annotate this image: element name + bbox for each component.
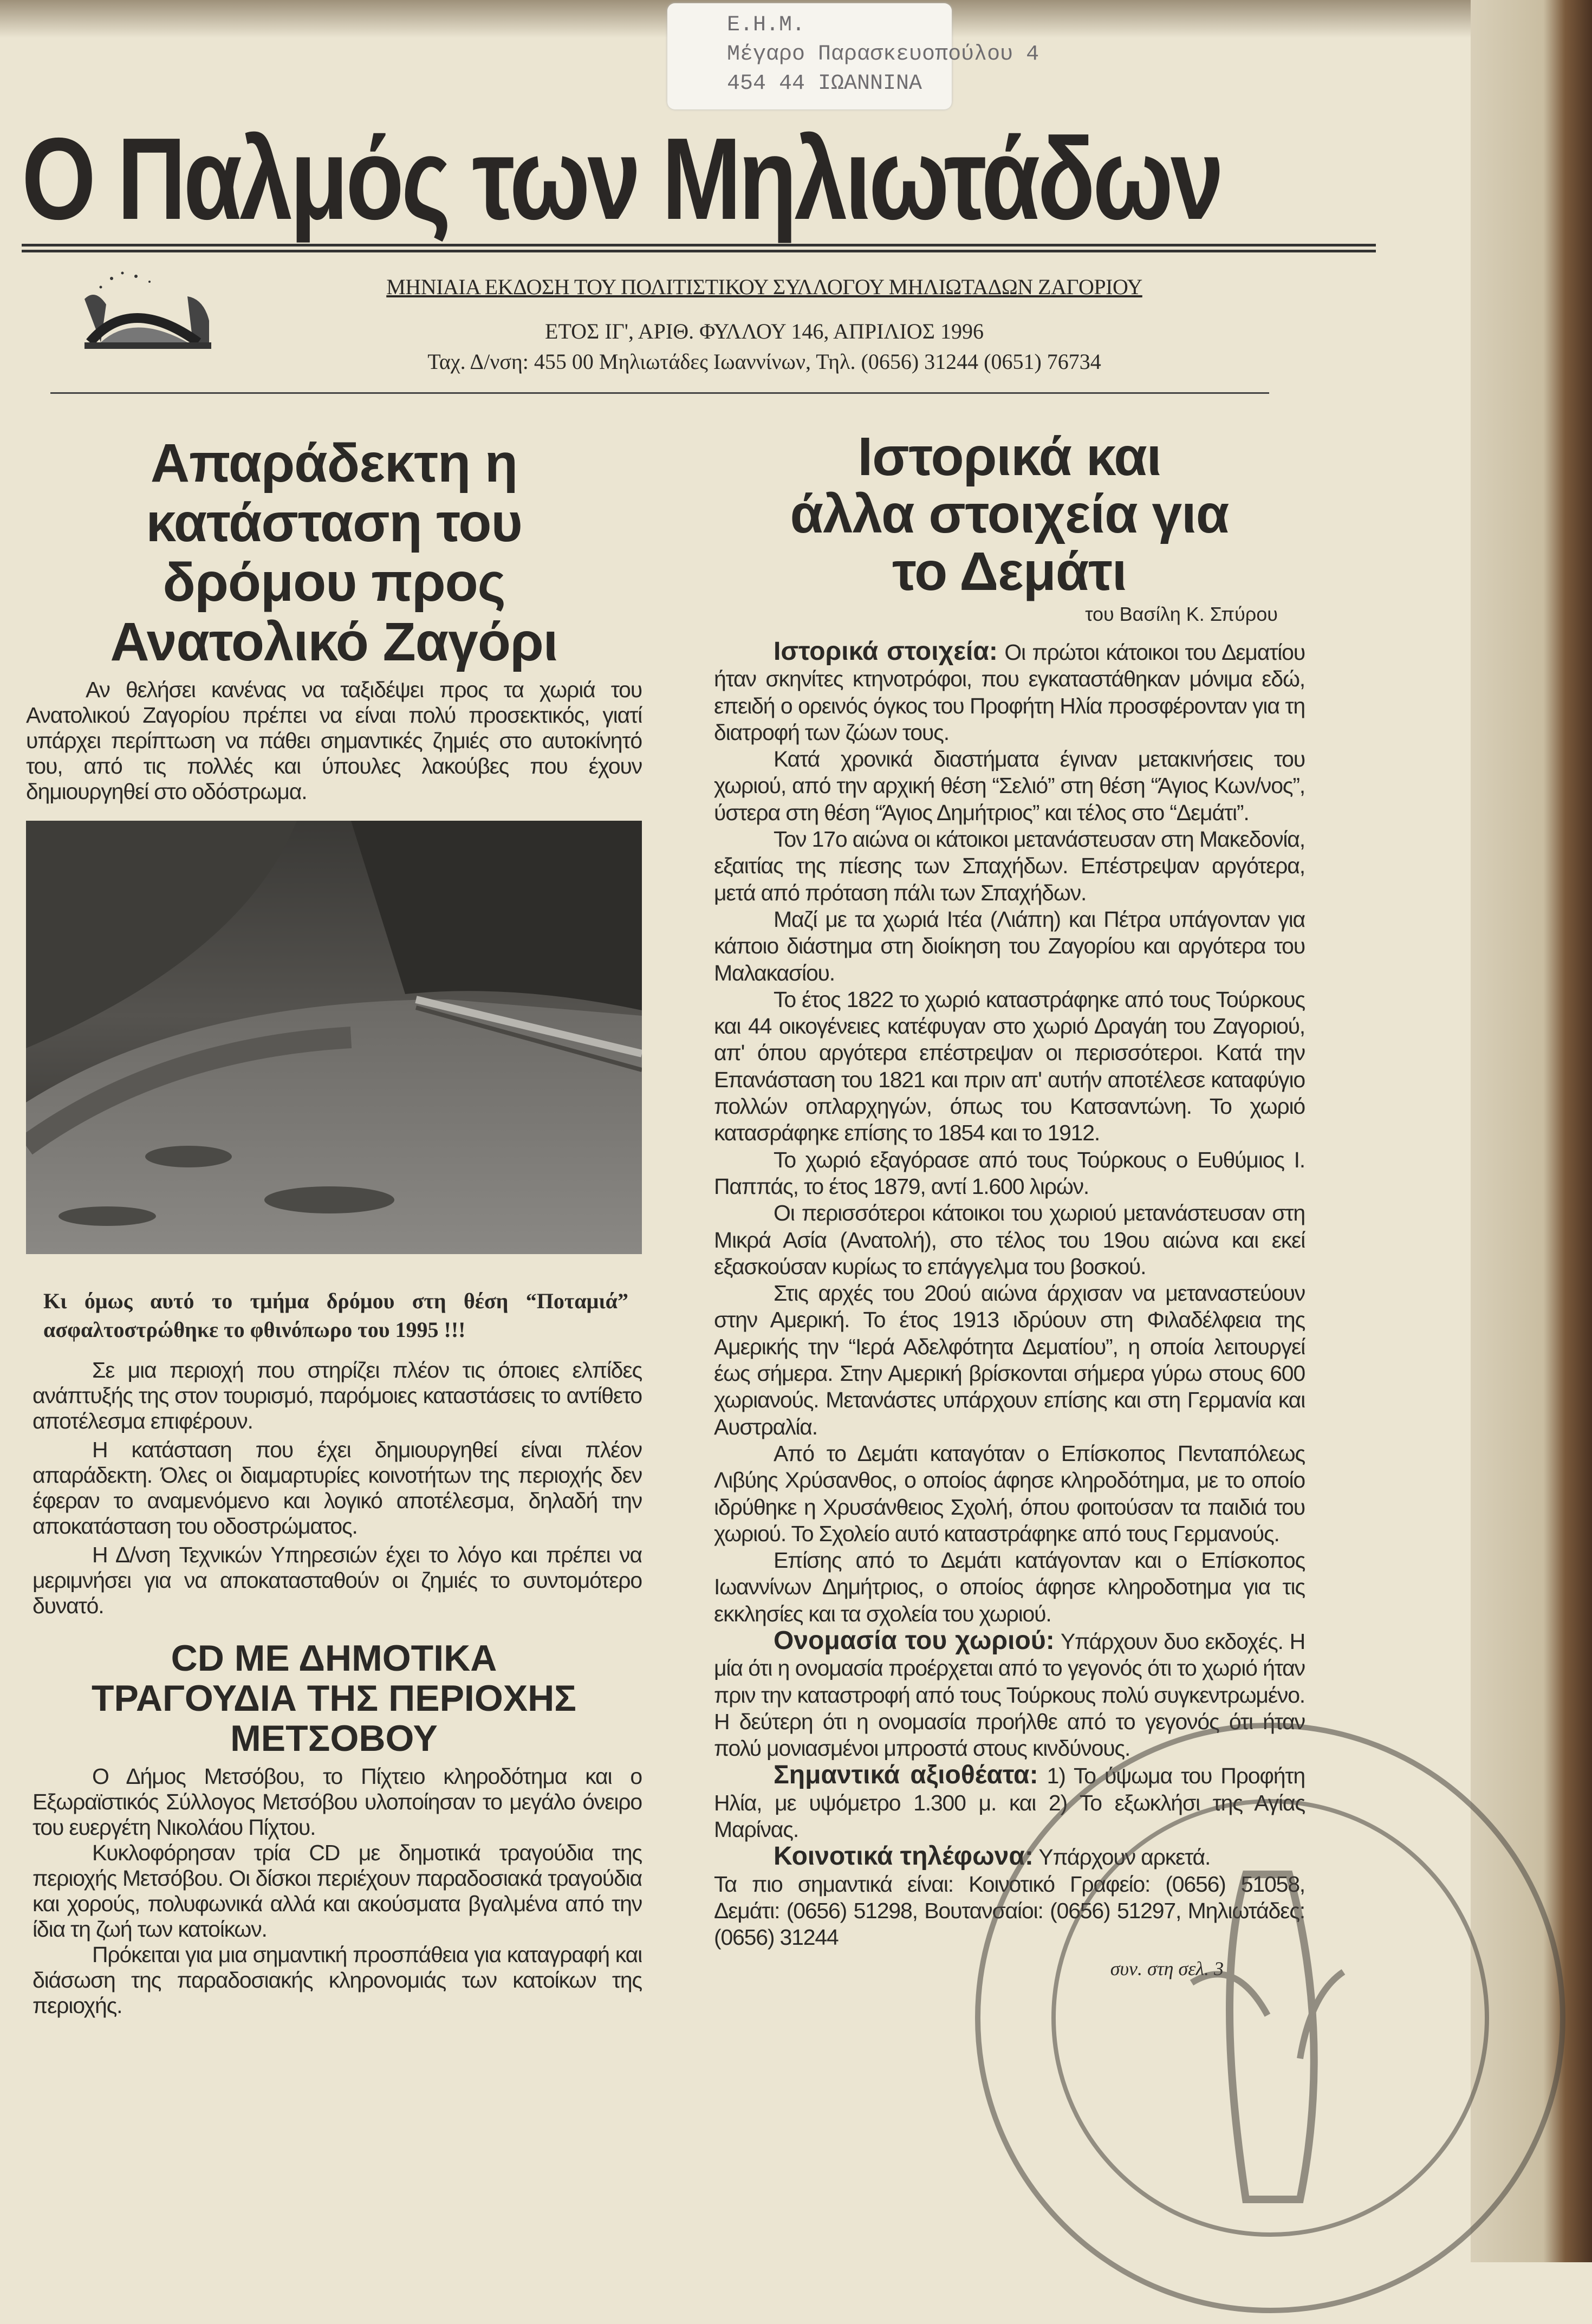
paragraph	[714, 1843, 1305, 1871]
road-article-intro	[26, 677, 642, 804]
label-line-3: 454 44 ΙΩΑΝΝΙΝΑ	[727, 72, 922, 96]
paragraph	[714, 1147, 1305, 1200]
headline-line: το Δεμάτι	[892, 541, 1127, 602]
section-lead: Κοινοτικά τηλέφωνα:	[774, 1842, 1034, 1871]
paragraph	[714, 1762, 1305, 1843]
cd-article-headline	[26, 1638, 642, 1758]
headline-line: ΤΡΑΓΟΥΔΙΑ ΤΗΣ ΠΕΡΙΟΧΗΣ	[92, 1678, 576, 1719]
paragraph: Η Δ/νση Τεχνικών Υπηρεσιών έχει το λόγο και πρέπει να μεριμνήσει για να αποκατασταθούν οι ζημιές το συντομότερο δυνατό.	[33, 1542, 642, 1618]
left-column	[26, 433, 642, 2018]
paragraph: Αν θελήσει κανένας να ταξιδέψει προς τα χωριά του Ανατολικού Ζαγορίου πρέπει να είναι πολύ προσεκτικός, γιατί υπάρχει περίπτωση να πάθει σημαντικές ζημιές στο αυτοκίνητό του, από τις πολλές και ύπουλες λακούβες που έχουν δημιουργηθεί στο οδόστρωμα.	[26, 677, 642, 804]
mailing-label	[667, 3, 1039, 109]
headline-line: Ιστορικά και	[857, 426, 1161, 487]
paragraph	[714, 826, 1305, 906]
paragraph	[714, 746, 1305, 826]
paragraph-text: Τον 17ο αιώνα οι κάτοικοι μετανάστευσαν στη Μακεδονία, εξαιτίας της πίεσης των Σπαχήδων. Επέστρεψαν αργότερα, μετά από πρόταση πάλι των Σπαχήδων.	[714, 827, 1305, 905]
paragraph-text: Οι πρώτοι κάτοικοι του Δεματίου ήταν σκηνίτες κτηνοτρόφοι, που εγκαταστάθηκαν μόνιμα εδώ, επειδή ο ορεινός όγκος του Προφήτη Ηλία προσφέρονταν για τη διατροφή των ζώων τους.	[714, 640, 1305, 745]
issue-info: ΕΤΟΣ ΙΓ', ΑΡΙΘ. ΦΥΛΛΟΥ 146, ΑΠΡΙΛΙΟΣ 1996	[545, 319, 984, 343]
continued-note: συν. στη σελ. 3	[1110, 1957, 1224, 1979]
headline-line: Απαράδεκτη η	[150, 433, 518, 494]
paragraph-text: 1) Το ύψωμα του Προφήτη Ηλία, με υψόμετρο 1.300 μ. και 2) Το εξωκλήσι της Αγίας Μαρίνας.	[714, 1763, 1305, 1842]
paragraph-text: Επίσης από το Δεμάτι κατάγονταν και ο Επίσκοπος Ιωαννίνων Δημήτριος, ο οποίος άφησε κληροδοτημα για τις εκκλησίες και τα σχολεία του χωριού.	[714, 1548, 1305, 1626]
paragraph-text: Το έτος 1822 το χωριό καταστράφηκε από τους Τούρκους και 44 οικογένειες κατέφυγαν στο χωριό Δραγάη του Ζαγοριού, απ' όπου αργότερα επέστρεψαν οι περισσότεροι. Κατά την Επανάσταση του 1821 και πριν απ' αυτήν αποτέλεσε καταφύγιο πολλών οπλαρχηγών, όπως του Κατσαντώνη. Το χωριό κατασράφηκε επίσης το 1854 και το 1912.	[714, 986, 1305, 1146]
paragraph	[714, 1280, 1305, 1440]
paragraph-text: Στις αρχές του 20ού αιώνα άρχισαν να μεταναστεύουν στην Αμερική. Το έτος 1913 ιδρύουν στη Φιλαδέλφεια της Αμερικής την “Ιερά Αδελφότητα Δεματίου”, η οποία λειτουργεί έως σήμερα. Στην Αμερική βρίσκονται σήμερα γύρω στους 600 χωριανούς. Μετανάστες υπάρχουν επίσης και στη Γερμανία και Αυστραλία.	[714, 1281, 1305, 1439]
cd-article-body	[33, 1764, 642, 2018]
section-lead: Ονομασία του χωριού:	[774, 1626, 1055, 1655]
road-photo	[26, 821, 642, 1254]
history-article-headline	[714, 428, 1305, 600]
paragraph-text: Υπάρχουν δυο εκδοχές. Η μία ότι η ονομασία προέρχεται από το γεγονός ότι το χωριό ήταν πριν την καταστροφή από τους Τούρκους πολύ συγκεντρωμένο. Η δεύτερη ότι η ονομασία προήλθε από το γεγονός ότι ήταν πολύ μονιασμένοι μπροστά στους κινδύνους.	[714, 1628, 1305, 1761]
section-lead: Ιστορικά στοιχεία:	[774, 637, 998, 666]
paragraph	[714, 1547, 1305, 1627]
headline-line: κατάσταση του	[146, 492, 522, 553]
photo-caption: Κι όμως αυτό το τμήμα δρόμου στη θέση “Ποταμιά” ασφαλτοστρώθηκε το φθινόπωρο του 1995 !!!	[43, 1289, 628, 1342]
paragraph	[714, 1627, 1305, 1762]
history-article-body	[714, 638, 1305, 1951]
paragraph	[714, 986, 1305, 1147]
paragraph: Η κατάσταση που έχει δημιουργηθεί είναι πλέον απαράδεκτη. Όλες οι διαμαρτυρίες κοινοτήτων της περιοχής δεν έφεραν το αναμενόμενο και λογικό αποτέλεσμα, δηλαδή την αποκατάσταση του οδοστρώματος.	[33, 1437, 642, 1538]
paragraph-text: Οι περισσότεροι κάτοικοι του χωριού μετανάστευσαν στη Μικρά Ασία (Ανατολή), στο τέλος του 19ου αιώνα και εκεί εξασκούσαν κυρίως το επάγγελμα του βοσκού.	[714, 1200, 1305, 1279]
paragraph	[714, 1871, 1305, 1951]
label-line-2: Μέγαρο Παρασκευοπούλου 4	[727, 42, 1039, 67]
headline-line: Ανατολικό Ζαγόρι	[110, 612, 558, 672]
paragraph: Ο Δήμος Μετσόβου, το Πίχτειο κληροδότημα και ο Εξωραϊστικός Σύλλογος Μετσόβου υλοποίησαν το μεγάλο όνειρο του ευεργέτη Νικολάου Πίχτου.	[33, 1764, 642, 1840]
author-byline: του Βασίλη Κ. Σπύρου	[1085, 603, 1278, 625]
masthead-double-rule	[22, 244, 1376, 252]
masthead-subtitle: ΜΗΝΙΑΙΑ ΕΚΔΟΣΗ ΤΟΥ ΠΟΛΙΤΙΣΤΙΚΟΥ ΣΥΛΛΟΓΟΥ ΜΗΛΙΩΤΑΔΩΝ ΖΑΓΟΡΙΟΥ	[386, 275, 1142, 299]
paragraph: Πρόκειται για μια σημαντική προσπάθεια για καταγραφή και διάσωση της παραδοσιακής κληρονομιάς των κατοίκων της περιοχής.	[33, 1942, 642, 2018]
paragraph	[714, 906, 1305, 986]
paragraph-text: Κατά χρονικά διαστήματα έγιναν μετακινήσεις του χωριού, από την αρχική θέση “Σελιό” στη θέση “Άγιος Κων/νος”, ύστερα στη θέση “Άγιος Δημήτριος” και τέλος στο “Δεμάτι”.	[714, 746, 1305, 825]
right-column	[714, 428, 1305, 1981]
paragraph	[714, 1200, 1305, 1280]
paragraph: Κυκλοφόρησαν τρία CD με δημοτικά τραγούδια της περιοχής Μετσόβου. Οι δίσκοι περιέχουν παραδοσιακά τραγούδια και χορούς, πολυφωνικά αλλά και ακούσματα βγαλμένα από την ίδια τη ζωή των κατοίκων.	[33, 1840, 642, 1942]
road-article-headline	[26, 433, 642, 672]
postal-address: Ταχ. Δ/νση: 455 00 Μηλιωτάδες Ιωαννίνων, Τηλ. (0656) 31244 (0651) 76734	[427, 349, 1101, 374]
paragraph-text: Τα πιο σημαντικά είναι: Κοινοτικό Γραφείο: (0656) 51058, Δεμάτι: (0656) 51298, Βουτανσαίοι: (0656) 51297, Μηλιωτάδες: (0656) 31244	[714, 1871, 1305, 1950]
paragraph	[714, 638, 1305, 746]
paragraph-text: Από το Δεμάτι καταγόταν ο Επίσκοπος Πενταπόλεως Λιβύης Χρύσανθος, ο οποίος άφησε κληροδότημα, με το οποίο ιδρύθηκε η Χρυσάνθειος Σχολή, όπου φοιτούσαν τα παιδιά του χωριού. Το Σχολείο αυτό καταστράφηκε από τους Γερμανούς.	[714, 1440, 1305, 1546]
label-line-1: Ε.Η.Μ.	[727, 13, 805, 37]
paragraph: Σε μια περιοχή που στηρίζει πλέον τις όποιες ελπίδες ανάπτυξής της στον τουρισμό, παρόμοιες καταστάσεις το αντίθετο αποτέλεσμα επιφέρουν.	[33, 1358, 642, 1433]
bridge-logo-icon	[79, 267, 217, 361]
paragraph-text: Υπάρχουν αρκετά.	[1033, 1845, 1211, 1870]
newspaper-title: Ο Παλμός των Μηλιωτάδων	[22, 113, 1221, 244]
paragraph-text: Το χωριό εξαγόρασε από τους Τούρκους ο Ευθύμιος Ι. Παππάς, το έτος 1879, αντί 1.600 λιρών.	[714, 1147, 1305, 1199]
masthead-bottom-rule	[50, 392, 1269, 394]
paragraph	[714, 1440, 1305, 1547]
road-article-body	[33, 1358, 642, 1622]
headline-line: δρόμου προς	[163, 552, 505, 613]
page-binding-edge	[1471, 0, 1592, 2262]
paragraph-text: Μαζί με τα χωριά Ιτέα (Λιάπη) και Πέτρα υπάγονταν για κάποιο διάστημα στη διοίκηση του Ζαγορίου και αργότερα του Μαλακασίου.	[714, 906, 1305, 985]
headline-line: CD ΜΕ ΔΗΜΟΤΙΚΑ	[171, 1638, 497, 1679]
headline-line: άλλα στοιχεία για	[790, 484, 1229, 544]
headline-line: ΜΕΤΣΟΒΟΥ	[230, 1718, 438, 1759]
section-lead: Σημαντικά αξιοθέατα:	[774, 1761, 1038, 1790]
